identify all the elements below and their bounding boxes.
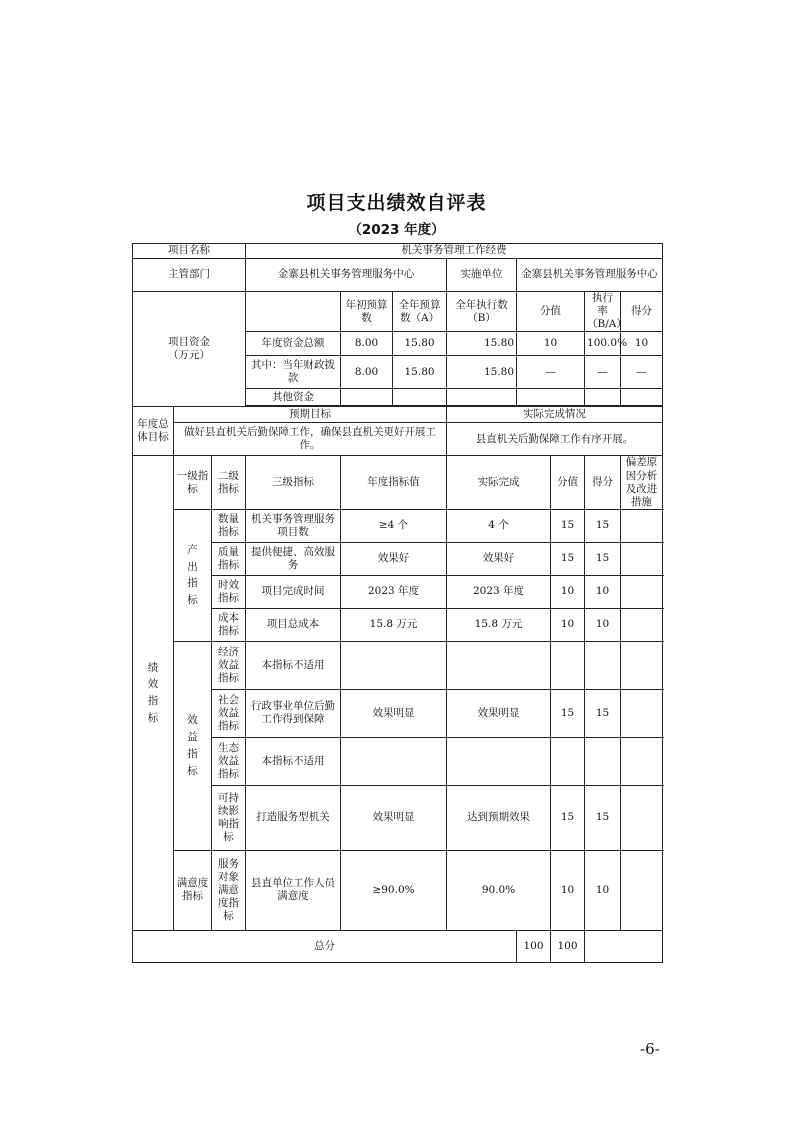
- indicator-row: [133, 785, 663, 850]
- indicator-l2: 质量指标: [212, 542, 246, 575]
- indicator-target: 15.8 万元: [341, 608, 447, 641]
- funds-row-score: 10: [621, 332, 663, 356]
- indicator-score: 15: [585, 542, 621, 575]
- unit-value: 金寨县机关事务管理服务中心: [517, 259, 663, 292]
- funds-header-full: 全年预算数（A）: [393, 292, 447, 332]
- indicator-reason: [621, 689, 663, 737]
- indicator-l2: 成本指标: [212, 608, 246, 641]
- indicator-weight: 10: [551, 850, 585, 930]
- indicators-label: 绩 效 指 标: [133, 456, 174, 931]
- indicator-row: [133, 641, 663, 689]
- goals-row: [133, 423, 663, 456]
- indicator-reason: [621, 850, 663, 930]
- indicator-weight: [551, 737, 585, 785]
- funds-row-weight: [517, 389, 585, 406]
- indicators-header-weight: 分值: [551, 456, 585, 510]
- indicator-score: 10: [585, 850, 621, 930]
- indicator-target: [341, 641, 447, 689]
- indicator-l2: 生态效益指标: [212, 737, 246, 785]
- project-name-label: 项目名称: [133, 244, 246, 259]
- funds-row-weight: —: [517, 356, 585, 389]
- funds-row-label: 其中：当年财政拨款: [246, 356, 341, 389]
- indicators-header-l3: 三级指标: [246, 456, 341, 510]
- funds-row-rate: [585, 389, 621, 406]
- satisfaction-indicators-label: 满意度指标: [174, 850, 212, 930]
- funds-row-score: —: [621, 356, 663, 389]
- indicator-score: 15: [585, 509, 621, 542]
- indicators-header-row: [133, 456, 663, 510]
- indicator-score: 15: [585, 689, 621, 737]
- funds-header-blank: [246, 292, 341, 332]
- indicator-target: 效果明显: [341, 689, 447, 737]
- funds-header-exec: 全年执行数（B）: [447, 292, 517, 332]
- indicator-reason: [621, 509, 663, 542]
- indicator-weight: 10: [551, 575, 585, 608]
- funds-label: 项目资金 （万元）: [133, 292, 246, 407]
- funds-header-row: [133, 292, 663, 332]
- indicators-header-l2: 二级指标: [212, 456, 246, 510]
- funds-row-full: 15.80: [393, 356, 447, 389]
- indicator-l3: 项目总成本: [246, 608, 341, 641]
- total-reason: [585, 930, 663, 962]
- indicator-weight: [551, 641, 585, 689]
- indicator-score: 15: [585, 785, 621, 850]
- output-indicators-label: 产 出 指 标: [174, 509, 212, 641]
- indicator-target: ≥90.0%: [341, 850, 447, 930]
- indicator-row: [133, 737, 663, 785]
- indicator-actual: 4 个: [447, 509, 551, 542]
- indicator-l2: 数量指标: [212, 509, 246, 542]
- indicator-l3: 本指标不适用: [246, 737, 341, 785]
- funds-row-exec: 15.80: [447, 332, 517, 356]
- indicator-target: 效果好: [341, 542, 447, 575]
- indicators-header-score: 得分: [585, 456, 621, 510]
- indicator-target: 效果明显: [341, 785, 447, 850]
- dept-value: 金寨县机关事务管理服务中心: [246, 259, 447, 292]
- dept-label: 主管部门: [133, 259, 246, 292]
- indicator-l2: 可持续影响指标: [212, 785, 246, 850]
- indicators-header-actual: 实际完成: [447, 456, 551, 510]
- total-label: 总分: [133, 930, 517, 962]
- page-subtitle: （2023 年度）: [348, 222, 445, 238]
- goals-expected: 做好县直机关后勤保障工作，确保县直机关更好开展工作。: [174, 423, 447, 456]
- indicator-reason: [621, 575, 663, 608]
- funds-row-full: 15.80: [393, 332, 447, 356]
- indicator-score: [585, 737, 621, 785]
- funds-header-weight: 分值: [517, 292, 585, 332]
- indicator-l2: 经济效益指标: [212, 641, 246, 689]
- indicator-row: [133, 850, 663, 930]
- indicator-weight: 10: [551, 608, 585, 641]
- funds-row-exec: 15.80: [447, 356, 517, 389]
- indicator-l3: 行政事业单位后勤工作得到保障: [246, 689, 341, 737]
- indicator-l3: 打造服务型机关: [246, 785, 341, 850]
- indicator-actual: 15.8 万元: [447, 608, 551, 641]
- dept-row: [133, 259, 663, 292]
- indicator-row: [133, 608, 663, 641]
- indicator-l3: 本指标不适用: [246, 641, 341, 689]
- indicator-actual: 90.0%: [447, 850, 551, 930]
- indicator-row: [133, 689, 663, 737]
- indicator-weight: 15: [551, 785, 585, 850]
- funds-row-initial: 8.00: [341, 332, 393, 356]
- indicator-actual: 2023 年度: [447, 575, 551, 608]
- goals-label: 年度总体目标: [133, 407, 174, 456]
- total-weight: 100: [517, 930, 551, 962]
- indicator-target: 2023 年度: [341, 575, 447, 608]
- funds-row-label: 年度资金总额: [246, 332, 341, 356]
- indicators-header-l1: 一级指标: [174, 456, 212, 510]
- funds-row-rate: —: [585, 356, 621, 389]
- indicator-actual: [447, 737, 551, 785]
- indicators-header-target: 年度指标值: [341, 456, 447, 510]
- goals-actual: 县直机关后勤保障工作有序开展。: [447, 423, 663, 456]
- funds-header-score: 得分: [621, 292, 663, 332]
- indicator-row: [133, 575, 663, 608]
- goals-expected-label: 预期目标: [174, 407, 447, 423]
- total-score: 100: [551, 930, 585, 962]
- indicator-l2: 服务对象满意度指标: [212, 850, 246, 930]
- funds-row-exec: [447, 389, 517, 406]
- goals-header-row: [133, 407, 663, 423]
- funds-row-rate: 100.0%: [585, 332, 621, 356]
- funds-row-label: 其他资金: [246, 389, 341, 406]
- funds-row-initial: [341, 389, 393, 406]
- performance-table: [132, 243, 663, 963]
- total-row: [133, 930, 663, 962]
- project-name-row: [133, 244, 663, 259]
- indicator-reason: [621, 641, 663, 689]
- indicator-reason: [621, 542, 663, 575]
- indicator-actual: 效果明显: [447, 689, 551, 737]
- funds-row-score: [621, 389, 663, 406]
- indicator-actual: 达到预期效果: [447, 785, 551, 850]
- funds-header-rate: 执行率（B/A）: [585, 292, 621, 332]
- indicator-l2: 社会效益指标: [212, 689, 246, 737]
- indicator-weight: 15: [551, 509, 585, 542]
- indicator-reason: [621, 608, 663, 641]
- indicator-target: [341, 737, 447, 785]
- indicator-row: [133, 542, 663, 575]
- funds-row-weight: 10: [517, 332, 585, 356]
- page-number: -6-: [640, 1040, 660, 1058]
- indicator-score: [585, 641, 621, 689]
- indicator-l3: 机关事务管理服务项目数: [246, 509, 341, 542]
- indicator-score: 10: [585, 575, 621, 608]
- unit-label: 实施单位: [447, 259, 517, 292]
- project-name: 机关事务管理工作经费: [246, 244, 663, 259]
- indicator-l2: 时效指标: [212, 575, 246, 608]
- indicator-weight: 15: [551, 689, 585, 737]
- funds-row-full: [393, 389, 447, 406]
- indicator-l3: 提供便捷、高效服务: [246, 542, 341, 575]
- benefit-indicators-label: 效 益 指 标: [174, 641, 212, 850]
- funds-header-initial: 年初预算数: [341, 292, 393, 332]
- indicator-score: 10: [585, 608, 621, 641]
- indicator-l3: 县直单位工作人员满意度: [246, 850, 341, 930]
- indicator-target: ≥4 个: [341, 509, 447, 542]
- funds-row-initial: 8.00: [341, 356, 393, 389]
- indicator-row: [133, 509, 663, 542]
- indicator-l3: 项目完成时间: [246, 575, 341, 608]
- page-title: 项目支出绩效自评表: [306, 192, 487, 214]
- goals-actual-label: 实际完成情况: [447, 407, 663, 423]
- indicator-actual: 效果好: [447, 542, 551, 575]
- indicator-weight: 15: [551, 542, 585, 575]
- indicator-reason: [621, 737, 663, 785]
- indicator-actual: [447, 641, 551, 689]
- indicator-reason: [621, 785, 663, 850]
- indicators-header-reason: 偏差原因分析及改进措施: [621, 456, 663, 510]
